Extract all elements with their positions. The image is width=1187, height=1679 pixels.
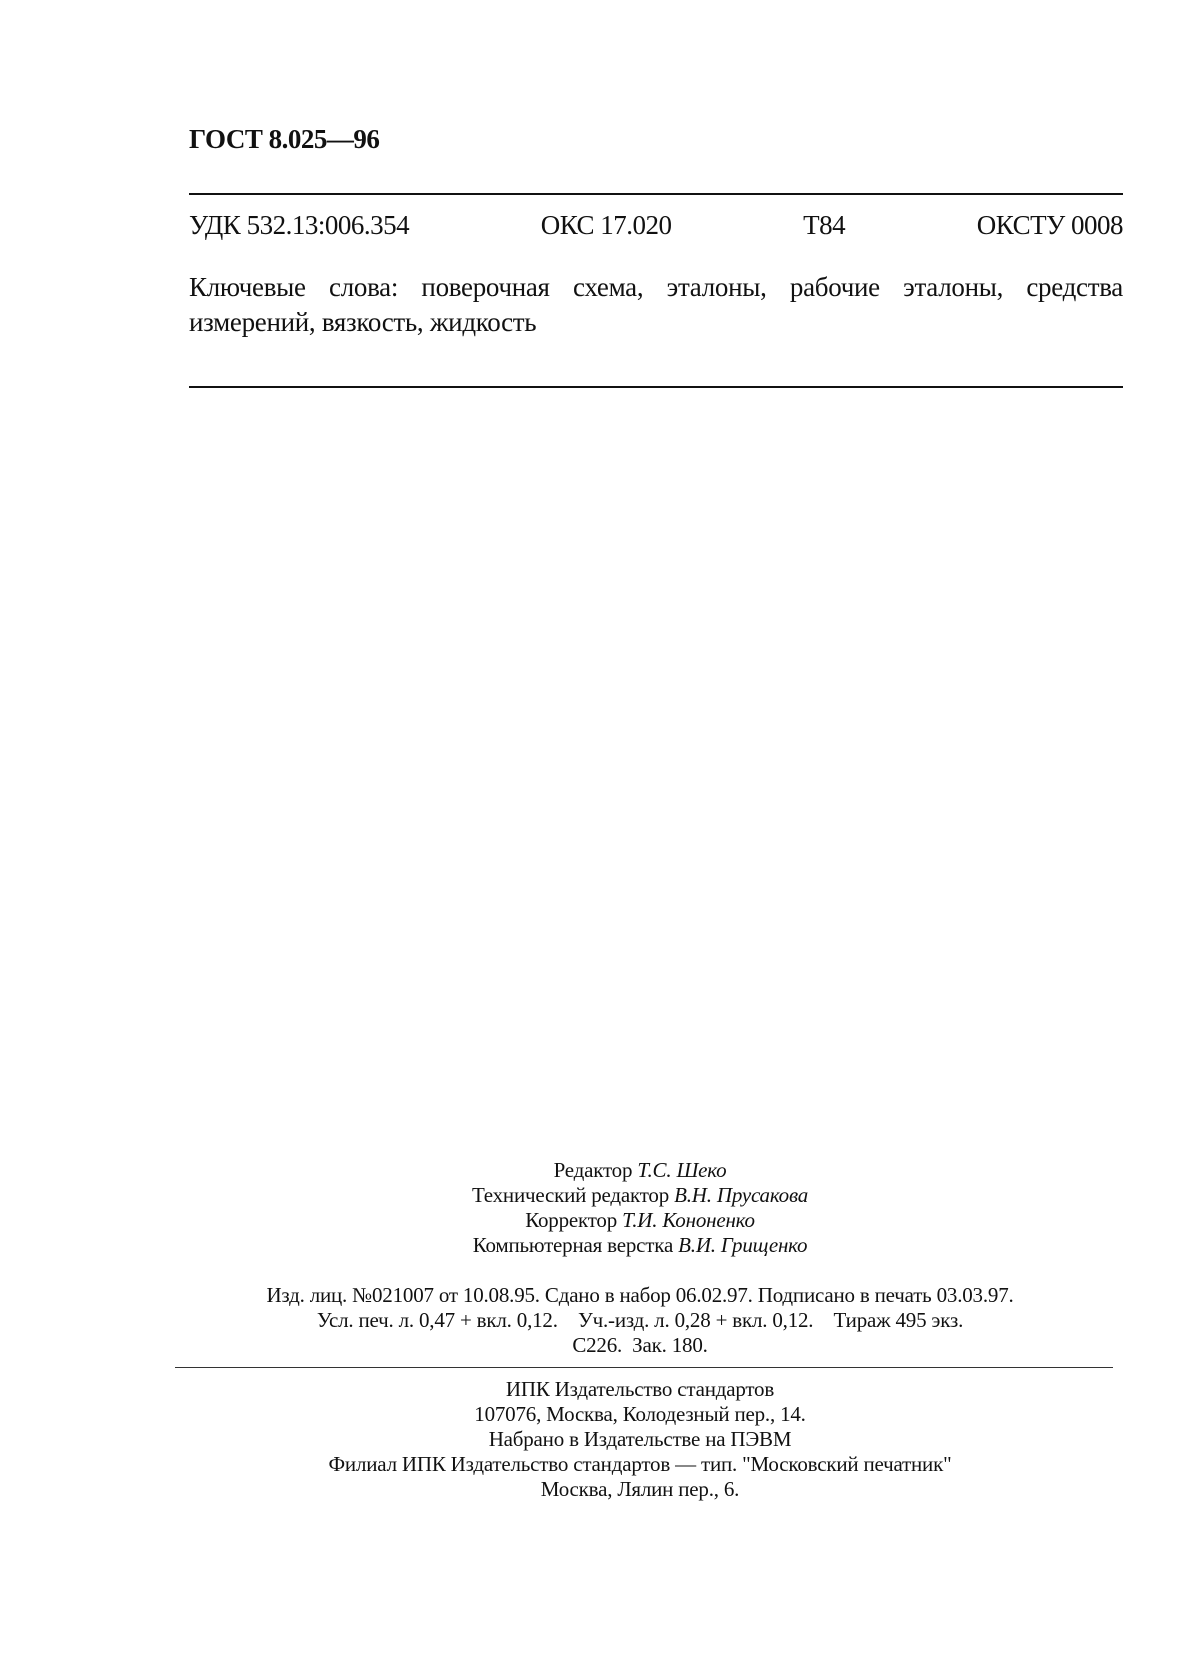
divider: [175, 1367, 1113, 1368]
publisher-line: Набрано в Издательстве на ПЭВМ: [488, 1427, 792, 1451]
imprint-line: С226. Зак. 180.: [572, 1333, 708, 1357]
credit-line: Компьютерная верстка В.И. Грищенко: [472, 1233, 808, 1257]
publisher-line: 107076, Москва, Колодезный пер., 14.: [474, 1402, 806, 1426]
document-title: ГОСТ 8.025—96: [189, 124, 380, 154]
oks-code: ОКС 17.020: [540, 210, 672, 240]
udk-code: УДК 532.13:006.354: [189, 210, 410, 240]
classification-codes: [189, 210, 1123, 241]
keywords: Ключевые слова: поверочная схема, эталоны, рабочие эталоны, средства измерений, вязкость, жидкость: [189, 272, 1123, 337]
publisher-line: Филиал ИПК Издательство стандартов — тип. "Московский печатник": [328, 1452, 952, 1476]
divider: [189, 193, 1123, 195]
credit-line: Технический редактор В.Н. Прусакова: [471, 1183, 809, 1207]
publisher-line: Москва, Лялин пер., 6.: [540, 1477, 740, 1501]
publisher: [160, 1377, 1120, 1502]
imprint-line: Усл. печ. л. 0,47 + вкл. 0,12. Уч.-изд. л. 0,28 + вкл. 0,12. Тираж 495 экз.: [316, 1308, 964, 1332]
credit-line: Корректор Т.И. Кононенко: [525, 1208, 755, 1232]
imprint: [160, 1283, 1120, 1358]
divider: [189, 386, 1123, 388]
okstu-code: ОКСТУ 0008: [976, 210, 1123, 240]
credit-line: Редактор Т.С. Шеко: [553, 1158, 727, 1182]
imprint-line: Изд. лиц. №021007 от 10.08.95. Сдано в набор 06.02.97. Подписано в печать 03.03.97.: [266, 1283, 1014, 1307]
credits: [160, 1158, 1120, 1258]
t-code: Т84: [803, 210, 846, 240]
publisher-line: ИПК Издательство стандартов: [505, 1377, 775, 1401]
